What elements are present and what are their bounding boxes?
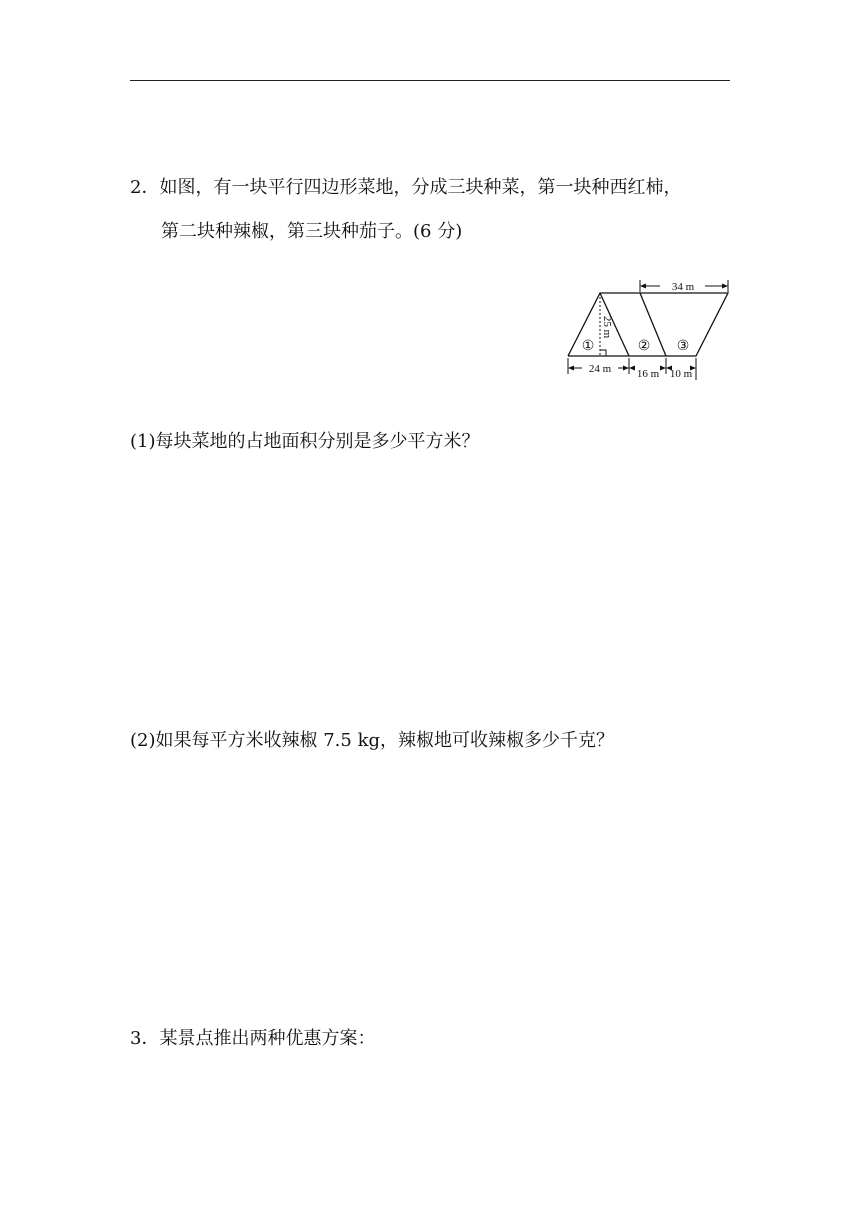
- height-label: 25 m: [601, 315, 613, 339]
- question-2-part-1: (1)每块菜地的占地面积分别是多少平方米？: [130, 431, 480, 452]
- region-1-label: ①: [581, 339, 595, 354]
- region-2-label: ②: [637, 339, 651, 354]
- question-3-text: 3．某景点推出两种优惠方案：: [130, 1028, 376, 1049]
- question-2-text-line-1: 2．如图，有一块平行四边形菜地，分成三块种菜，第一块种西红柿，: [130, 177, 682, 198]
- question-2-part-2: (2)如果每平方米收辣椒 7.5 kg，辣椒地可收辣椒多少千克？: [130, 730, 614, 751]
- bottom-label-2: 16 m: [636, 368, 660, 380]
- header-rule: [130, 80, 730, 81]
- region-3-label: ③: [676, 339, 690, 354]
- bottom-label-3: 10 m: [669, 368, 693, 380]
- question-2-text-line-2: 第二块种辣椒，第三块种茄子。(6 分): [161, 221, 463, 242]
- top-dimension-label: 34 m: [671, 281, 695, 293]
- parallelogram-figure: [560, 270, 740, 385]
- bottom-label-1: 24 m: [588, 363, 612, 375]
